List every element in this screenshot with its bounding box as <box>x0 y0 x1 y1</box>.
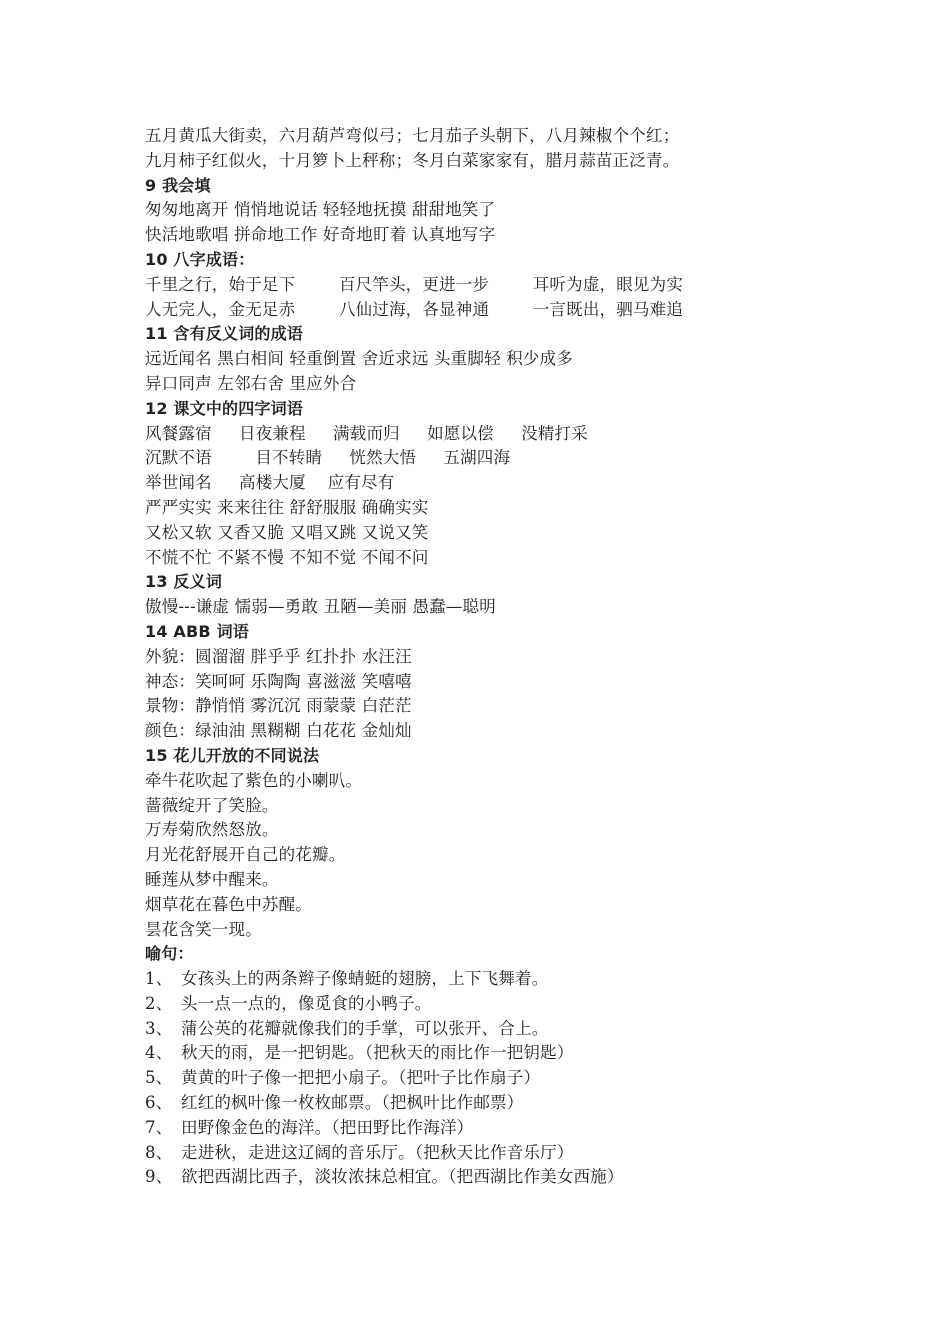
line-02: 九月柿子红似火，十月箩卜上秤称；冬月白菜家家有，腊月蒜苗正泛青。 <box>145 150 680 170</box>
line-15: 举世闻名 高楼大厦 应有尽有 <box>145 473 395 493</box>
line-11: 异口同声 左邻右舍 里应外合 <box>145 373 357 393</box>
list-number: 2、 <box>145 993 173 1013</box>
simile-item <box>145 1041 915 1066</box>
section-heading-9: 9 我会填 <box>145 175 211 195</box>
line-24: 景物：静悄悄 雾沉沉 雨蒙蒙 白茫茫 <box>145 696 412 716</box>
line-16: 严严实实 来来往往 舒舒服服 确确实实 <box>145 497 429 517</box>
list-number: 3、 <box>145 1018 173 1038</box>
line-08: 人无完人，金无足赤 八仙过海，各显神通 一言既出，驷马难追 <box>145 299 684 319</box>
simile-item <box>145 992 915 1017</box>
list-number: 4、 <box>145 1043 173 1063</box>
section-heading-15: 15 花儿开放的不同说法 <box>145 745 320 765</box>
line-05: 快活地歌唱 拼命地工作 好奇地盯着 认真地写字 <box>145 225 496 245</box>
line-30: 月光花舒展开自己的花瓣。 <box>145 845 346 865</box>
simile-item <box>145 967 915 992</box>
simile-item <box>145 1091 915 1116</box>
line-31: 睡莲从梦中醒来。 <box>145 869 279 889</box>
line-20: 傲慢---谦虚 懦弱—勇敢 丑陋—美丽 愚蠢—聪明 <box>145 597 496 617</box>
list-text: 蒲公英的花瓣就像我们的手掌，可以张开、合上。 <box>181 1018 549 1038</box>
line-18: 不慌不忙 不紧不慢 不知不觉 不闻不问 <box>145 547 429 567</box>
simile-item <box>145 1141 915 1166</box>
list-text: 秋天的雨，是一把钥匙。（把秋天的雨比作一把钥匙） <box>181 1043 574 1063</box>
line-33: 昙花含笑一现。 <box>145 919 262 939</box>
list-text: 欲把西湖比西子，淡妆浓抹总相宜。（把西湖比作美女西施） <box>181 1167 624 1187</box>
list-text: 头一点一点的，像觅食的小鸭子。 <box>181 993 432 1013</box>
line-32: 烟草花在暮色中苏醒。 <box>145 894 312 914</box>
list-number: 6、 <box>145 1093 173 1113</box>
list-text: 红红的枫叶像一枚枚邮票。（把枫叶比作邮票） <box>181 1093 524 1113</box>
line-22: 外貌：圆溜溜 胖乎乎 红扑扑 水汪汪 <box>145 646 412 666</box>
simile-item <box>145 1066 915 1091</box>
line-07: 千里之行，始于足下 百尺竿头，更进一步 耳听为虚，眼见为实 <box>145 274 684 294</box>
line-04: 匆匆地离开 悄悄地说话 轻轻地抚摸 甜甜地笑了 <box>145 200 496 220</box>
line-29: 万寿菊欣然怒放。 <box>145 820 279 840</box>
section-heading-similes: 喻句： <box>145 944 194 964</box>
line-28: 蔷薇绽开了笑脸。 <box>145 795 279 815</box>
section-heading-10: 10 八字成语： <box>145 249 255 269</box>
line-14: 沉默不语 目不转睛 恍然大悟 五湖四海 <box>145 448 511 468</box>
simile-item <box>145 1017 915 1042</box>
section-heading-12: 12 课文中的四字词语 <box>145 398 304 418</box>
list-number: 7、 <box>145 1117 173 1137</box>
line-23: 神态：笑呵呵 乐陶陶 喜滋滋 笑嘻嘻 <box>145 671 412 691</box>
line-13: 风餐露宿 日夜兼程 满载而归 如愿以偿 没精打采 <box>145 423 588 443</box>
line-25: 颜色：绿油油 黑糊糊 白花花 金灿灿 <box>145 721 412 741</box>
list-text: 女孩头上的两条辫子像蜻蜓的翅膀，上下飞舞着。 <box>181 969 549 989</box>
list-number: 5、 <box>145 1068 173 1088</box>
simile-item <box>145 1116 915 1141</box>
section-heading-14: 14 ABB 词语 <box>145 621 249 641</box>
line-10: 远近闻名 黑白相间 轻重倒置 舍近求远 头重脚轻 积少成多 <box>145 349 574 369</box>
list-text: 黄黄的叶子像一把把小扇子。（把叶子比作扇子） <box>181 1068 541 1088</box>
section-heading-13: 13 反义词 <box>145 572 223 592</box>
line-01: 五月黄瓜大街卖，六月葫芦弯似弓；七月茄子头朝下，八月辣椒个个红； <box>145 126 680 145</box>
list-text: 田野像金色的海洋。（把田野比作海洋） <box>181 1117 474 1137</box>
list-text: 走进秋，走进这辽阔的音乐厅。（把秋天比作音乐厅） <box>181 1142 574 1162</box>
line-17: 又松又软 又香又脆 又唱又跳 又说又笑 <box>145 522 429 542</box>
list-number: 1、 <box>145 969 173 989</box>
simile-item <box>145 1165 915 1190</box>
list-number: 9、 <box>145 1167 173 1187</box>
section-heading-11: 11 含有反义词的成语 <box>145 324 304 344</box>
document-page <box>145 124 915 1190</box>
line-27: 牵牛花吹起了紫色的小喇叭。 <box>145 770 363 790</box>
list-number: 8、 <box>145 1142 173 1162</box>
